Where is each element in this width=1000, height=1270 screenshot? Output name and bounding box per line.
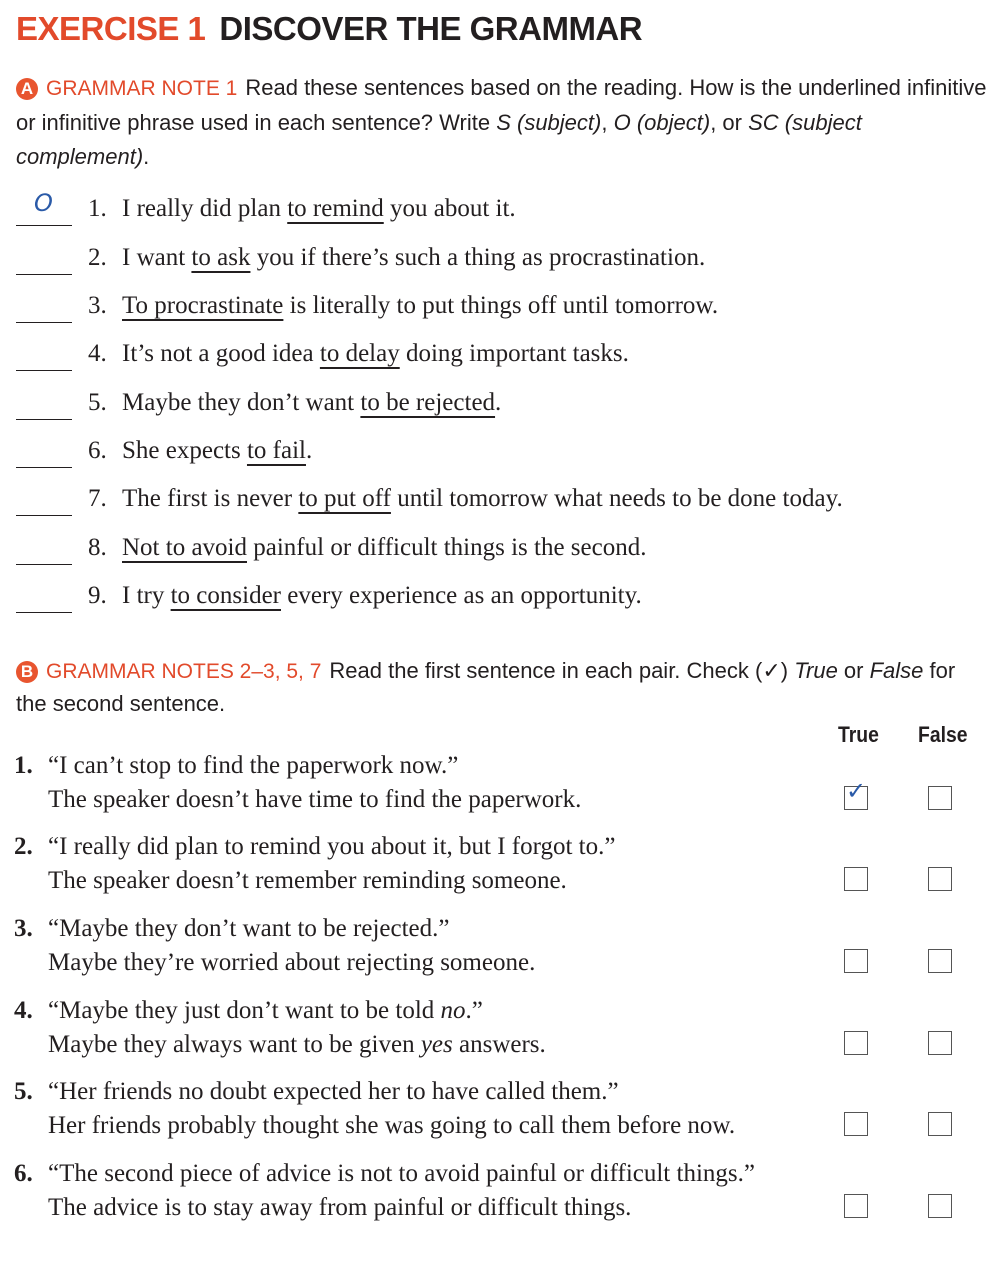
sentence-after: painful or difficult things is the second. [247,534,647,561]
sentence-row [16,534,986,574]
true-checkbox[interactable] [844,1112,868,1136]
sentence-row [16,292,986,332]
exercise-number: EXERCISE 1 [16,10,206,47]
item-number: 6. [14,1160,33,1187]
sentence-after: you if there’s such a thing as procrastination. [250,244,706,271]
instruction-or: or [837,658,870,683]
underlined-infinitive: to consider [170,582,281,609]
instruction-sep-2: , or [710,110,749,135]
answer-blank[interactable] [16,437,72,468]
part-b-instructions [16,655,991,720]
false-checkbox[interactable] [928,867,952,891]
underlined-infinitive: to delay [319,340,400,367]
statement-before: The speaker doesn’t remember reminding someone. [48,867,567,894]
quote-text: “Maybe they don’t want to be rejected.” [48,915,450,942]
true-false-item [14,1160,989,1230]
part-a-note-label: GRAMMAR NOTE 1 [46,77,238,100]
item-statement [48,1031,546,1059]
sentence-number: 1. [88,195,107,222]
underlined-infinitive: to fail [246,437,306,464]
item-number: 4. [14,997,33,1024]
sentence-after: is literally to put things off until tomorrow. [283,292,719,319]
false-checkbox[interactable] [928,1112,952,1136]
sentence-text [122,244,705,272]
item-number: 3. [14,915,33,942]
sentence-before: It’s not a good idea [122,340,320,367]
true-checkbox[interactable] [844,867,868,891]
answer-text: O [34,189,53,217]
answer-blank[interactable] [16,244,72,275]
item-statement [48,867,567,895]
instruction-end: . [143,144,150,169]
true-false-item [14,997,989,1067]
underlined-infinitive: to put off [298,485,391,512]
sentence-number: 7. [88,485,107,512]
false-checkbox[interactable] [928,786,952,810]
statement-after: answers. [452,1031,546,1058]
column-header-false: False [918,722,968,747]
sentence-text [122,340,629,368]
statement-before: Her friends probably thought she was going to call them before now. [48,1112,736,1139]
answer-blank[interactable] [16,389,72,420]
sentence-before: She expects [122,437,247,464]
true-false-item [14,833,989,903]
underlined-infinitive: to remind [287,195,384,222]
true-false-item [14,1078,989,1148]
sentence-text [122,195,516,223]
sentence-text [122,437,312,465]
statement-before: Maybe they always want to be given [48,1031,421,1058]
quote-text: “I really did plan to remind you about it, but I forgot to.” [48,833,616,860]
instruction-subject-complement: SC (subject complement) [16,110,862,169]
sentence-text [122,534,646,562]
item-quote [48,833,615,861]
sentence-text [122,292,718,320]
sentence-before: Maybe they don’t want [122,389,361,416]
underlined-infinitive: to ask [191,244,251,271]
sentence-number: 3. [88,292,107,319]
instruction-false: False [869,658,924,683]
sentence-row [16,340,986,380]
sentence-text [122,582,642,610]
instruction-sep-1: , [601,110,614,135]
item-statement [48,1112,735,1140]
true-checkbox[interactable] [844,1194,868,1218]
sentence-row [16,389,986,429]
checkmark-icon: ✓ [846,777,867,805]
item-number: 5. [14,1078,33,1105]
item-quote [48,1160,755,1188]
sentence-text [122,485,843,513]
sentence-number: 5. [88,389,107,416]
sentence-after: every experience as an opportunity. [281,582,642,609]
sentence-before: I try [122,582,171,609]
underlined-infinitive: To procrastinate [122,292,284,319]
quote-before: “Maybe they just don’t want to be told [48,997,441,1024]
sentence-before: I really did plan [122,195,288,222]
answer-blank[interactable] [16,534,72,565]
sentence-row [16,485,986,525]
sentence-row [16,582,986,622]
true-false-item [14,915,989,985]
part-a-instruction-text: Read these sentences based on the reading. How is the underlined infinitive or infinitive phrase used in each sentence? Write [16,75,987,135]
sentence-row [16,437,986,477]
sentence-number: 9. [88,582,107,609]
instruction-tail: for the second sentence. [16,658,956,716]
instruction-true: True [794,658,838,683]
item-quote [48,1078,619,1106]
exercise-heading: DISCOVER THE GRAMMAR [219,10,643,47]
part-a-instructions [16,71,991,174]
statement-italic: yes [420,1031,453,1058]
sentence-after: until tomorrow what needs to be done today. [390,485,843,512]
false-checkbox[interactable] [928,949,952,973]
column-header-true: True [838,722,879,747]
part-a-badge: A [16,78,38,100]
quote-text: “Her friends no doubt expected her to have called them.” [48,1078,619,1105]
statement-before: The advice is to stay away from painful or difficult things. [48,1194,632,1221]
statement-before: Maybe they’re worried about rejecting someone. [48,949,536,976]
true-checkbox[interactable] [844,1031,868,1055]
sentence-number: 4. [88,340,107,367]
sentence-number: 2. [88,244,107,271]
sentence-after: doing important tasks. [399,340,629,367]
answer-blank[interactable] [16,340,72,371]
instruction-subject: S (subject) [496,110,602,135]
sentence-number: 6. [88,437,107,464]
item-number: 2. [14,833,33,860]
sentence-row [16,189,986,235]
true-false-item [14,752,989,822]
sentence-after: . [305,437,313,464]
part-b-note-label: GRAMMAR NOTES 2–3, 5, 7 [46,660,322,683]
item-quote [48,997,483,1025]
quote-text: “I can’t stop to find the paperwork now.” [48,752,459,779]
answer-blank[interactable] [16,485,72,516]
answer-blank[interactable] [16,582,72,613]
sentence-before: I want [122,244,192,271]
sentence-after: you about it. [383,195,516,222]
item-quote [48,915,449,943]
sentence-number: 8. [88,534,107,561]
false-checkbox[interactable] [928,1194,952,1218]
sentence-after: . [495,389,502,416]
false-checkbox[interactable] [928,1031,952,1055]
part-b-instruction-text: Read the first sentence in each pair. Check (✓) [329,658,795,683]
answer-blank[interactable] [16,292,72,323]
sentence-row [16,244,986,284]
quote-text: “The second piece of advice is not to avoid painful or difficult things.” [48,1160,755,1187]
item-statement [48,786,581,814]
quote-italic: no [440,997,466,1024]
true-checkbox[interactable] [844,949,868,973]
part-b-badge: B [16,661,38,683]
true-checkbox[interactable] [844,777,868,810]
instruction-object: O (object) [613,110,711,135]
sentence-text [122,389,501,417]
underlined-infinitive: Not to avoid [122,534,247,561]
answer-blank[interactable] [16,189,72,226]
item-statement [48,1194,631,1222]
underlined-infinitive: to be rejected [360,389,496,416]
quote-after: .” [465,997,483,1024]
exercise-title [16,10,642,48]
item-statement [48,949,535,977]
item-quote [48,752,458,780]
sentence-before: The first is never [122,485,299,512]
statement-before: The speaker doesn’t have time to find the paperwork. [48,786,582,813]
item-number: 1. [14,752,33,779]
